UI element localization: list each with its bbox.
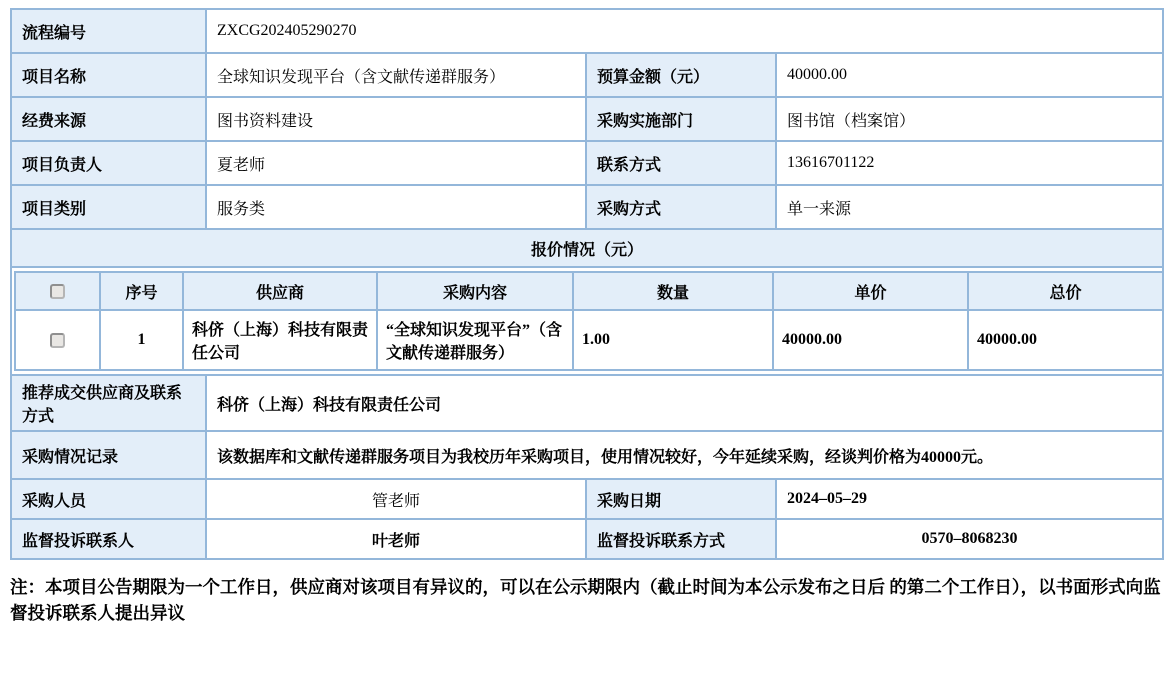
row-select-cell <box>15 310 100 370</box>
quote-row <box>15 310 1163 370</box>
recommended-supplier-value: 科侪（上海）科技有限责任公司 <box>206 375 1163 431</box>
col-header-content: 采购内容 <box>377 272 573 310</box>
flow-number-label: 流程编号 <box>11 9 206 53</box>
procurement-record-label: 采购情况记录 <box>11 431 206 479</box>
quote-quantity: 1.00 <box>573 310 773 370</box>
col-header-quantity: 数量 <box>573 272 773 310</box>
row-checkbox[interactable] <box>50 333 65 348</box>
row-procurement-record <box>11 431 1163 479</box>
row-buyer <box>11 479 1163 519</box>
quote-unit-price: 40000.00 <box>773 310 968 370</box>
implementing-department-value: 图书馆（档案馆） <box>776 97 1163 141</box>
quote-seq: 1 <box>100 310 183 370</box>
procurement-method-value: 单一来源 <box>776 185 1163 229</box>
flow-number-value: ZXCG202405290270 <box>206 9 1163 53</box>
supervisor-phone-value: 0570–8068230 <box>776 519 1163 559</box>
row-quote-table <box>11 267 1163 375</box>
quote-content: “全球知识发现平台”（含文献传递群服务） <box>377 310 573 370</box>
procurement-method-label: 采购方式 <box>586 185 776 229</box>
quote-supplier: 科侪（上海）科技有限责任公司 <box>183 310 377 370</box>
implementing-department-label: 采购实施部门 <box>586 97 776 141</box>
project-leader-label: 项目负责人 <box>11 141 206 185</box>
row-recommended-supplier <box>11 375 1163 431</box>
row-project-leader <box>11 141 1163 185</box>
announcement-note: 注：本项目公告期限为一个工作日，供应商对该项目有异议的，可以在公示期限内（截止时间为本公示发布之日后 的第二个工作日），以书面形式向监督投诉联系人提出异议 <box>10 577 1161 624</box>
project-leader-value: 夏老师 <box>206 141 586 185</box>
recommended-supplier-label: 推荐成交供应商及联系方式 <box>11 375 206 431</box>
quote-table <box>14 271 1163 371</box>
info-table <box>10 8 1164 560</box>
row-funding-source <box>11 97 1163 141</box>
procurement-date-value: 2024–05–29 <box>776 479 1163 519</box>
funding-source-value: 图书资料建设 <box>206 97 586 141</box>
select-all-cell <box>15 272 100 310</box>
supervisor-contact-value: 叶老师 <box>206 519 586 559</box>
row-project-category <box>11 185 1163 229</box>
buyer-value: 管老师 <box>206 479 586 519</box>
row-supervisor <box>11 519 1163 559</box>
col-header-total-price: 总价 <box>968 272 1163 310</box>
quote-header-row <box>15 272 1163 310</box>
project-category-label: 项目类别 <box>11 185 206 229</box>
supervisor-phone-label: 监督投诉联系方式 <box>586 519 776 559</box>
procurement-date-label: 采购日期 <box>586 479 776 519</box>
procurement-record-value: 该数据库和文献传递群服务项目为我校历年采购项目，使用情况较好，今年延续采购，经谈判价格为40000元。 <box>206 431 1163 479</box>
contact-value: 13616701122 <box>776 141 1163 185</box>
buyer-label: 采购人员 <box>11 479 206 519</box>
contact-label: 联系方式 <box>586 141 776 185</box>
project-category-value: 服务类 <box>206 185 586 229</box>
select-all-checkbox[interactable] <box>50 284 65 299</box>
col-header-unit-price: 单价 <box>773 272 968 310</box>
quote-total-price: 40000.00 <box>968 310 1163 370</box>
row-project-name <box>11 53 1163 97</box>
project-name-value: 全球知识发现平台（含文献传递群服务） <box>206 53 586 97</box>
supervisor-contact-label: 监督投诉联系人 <box>11 519 206 559</box>
row-flow-number <box>11 9 1163 53</box>
col-header-supplier: 供应商 <box>183 272 377 310</box>
funding-source-label: 经费来源 <box>11 97 206 141</box>
quote-section-title: 报价情况（元） <box>11 229 1163 267</box>
procurement-announcement <box>10 8 1162 627</box>
quote-table-cell <box>11 267 1163 375</box>
col-header-seq: 序号 <box>100 272 183 310</box>
row-quote-section-title <box>11 229 1163 267</box>
budget-value: 40000.00 <box>776 53 1163 97</box>
project-name-label: 项目名称 <box>11 53 206 97</box>
budget-label: 预算金额（元） <box>586 53 776 97</box>
